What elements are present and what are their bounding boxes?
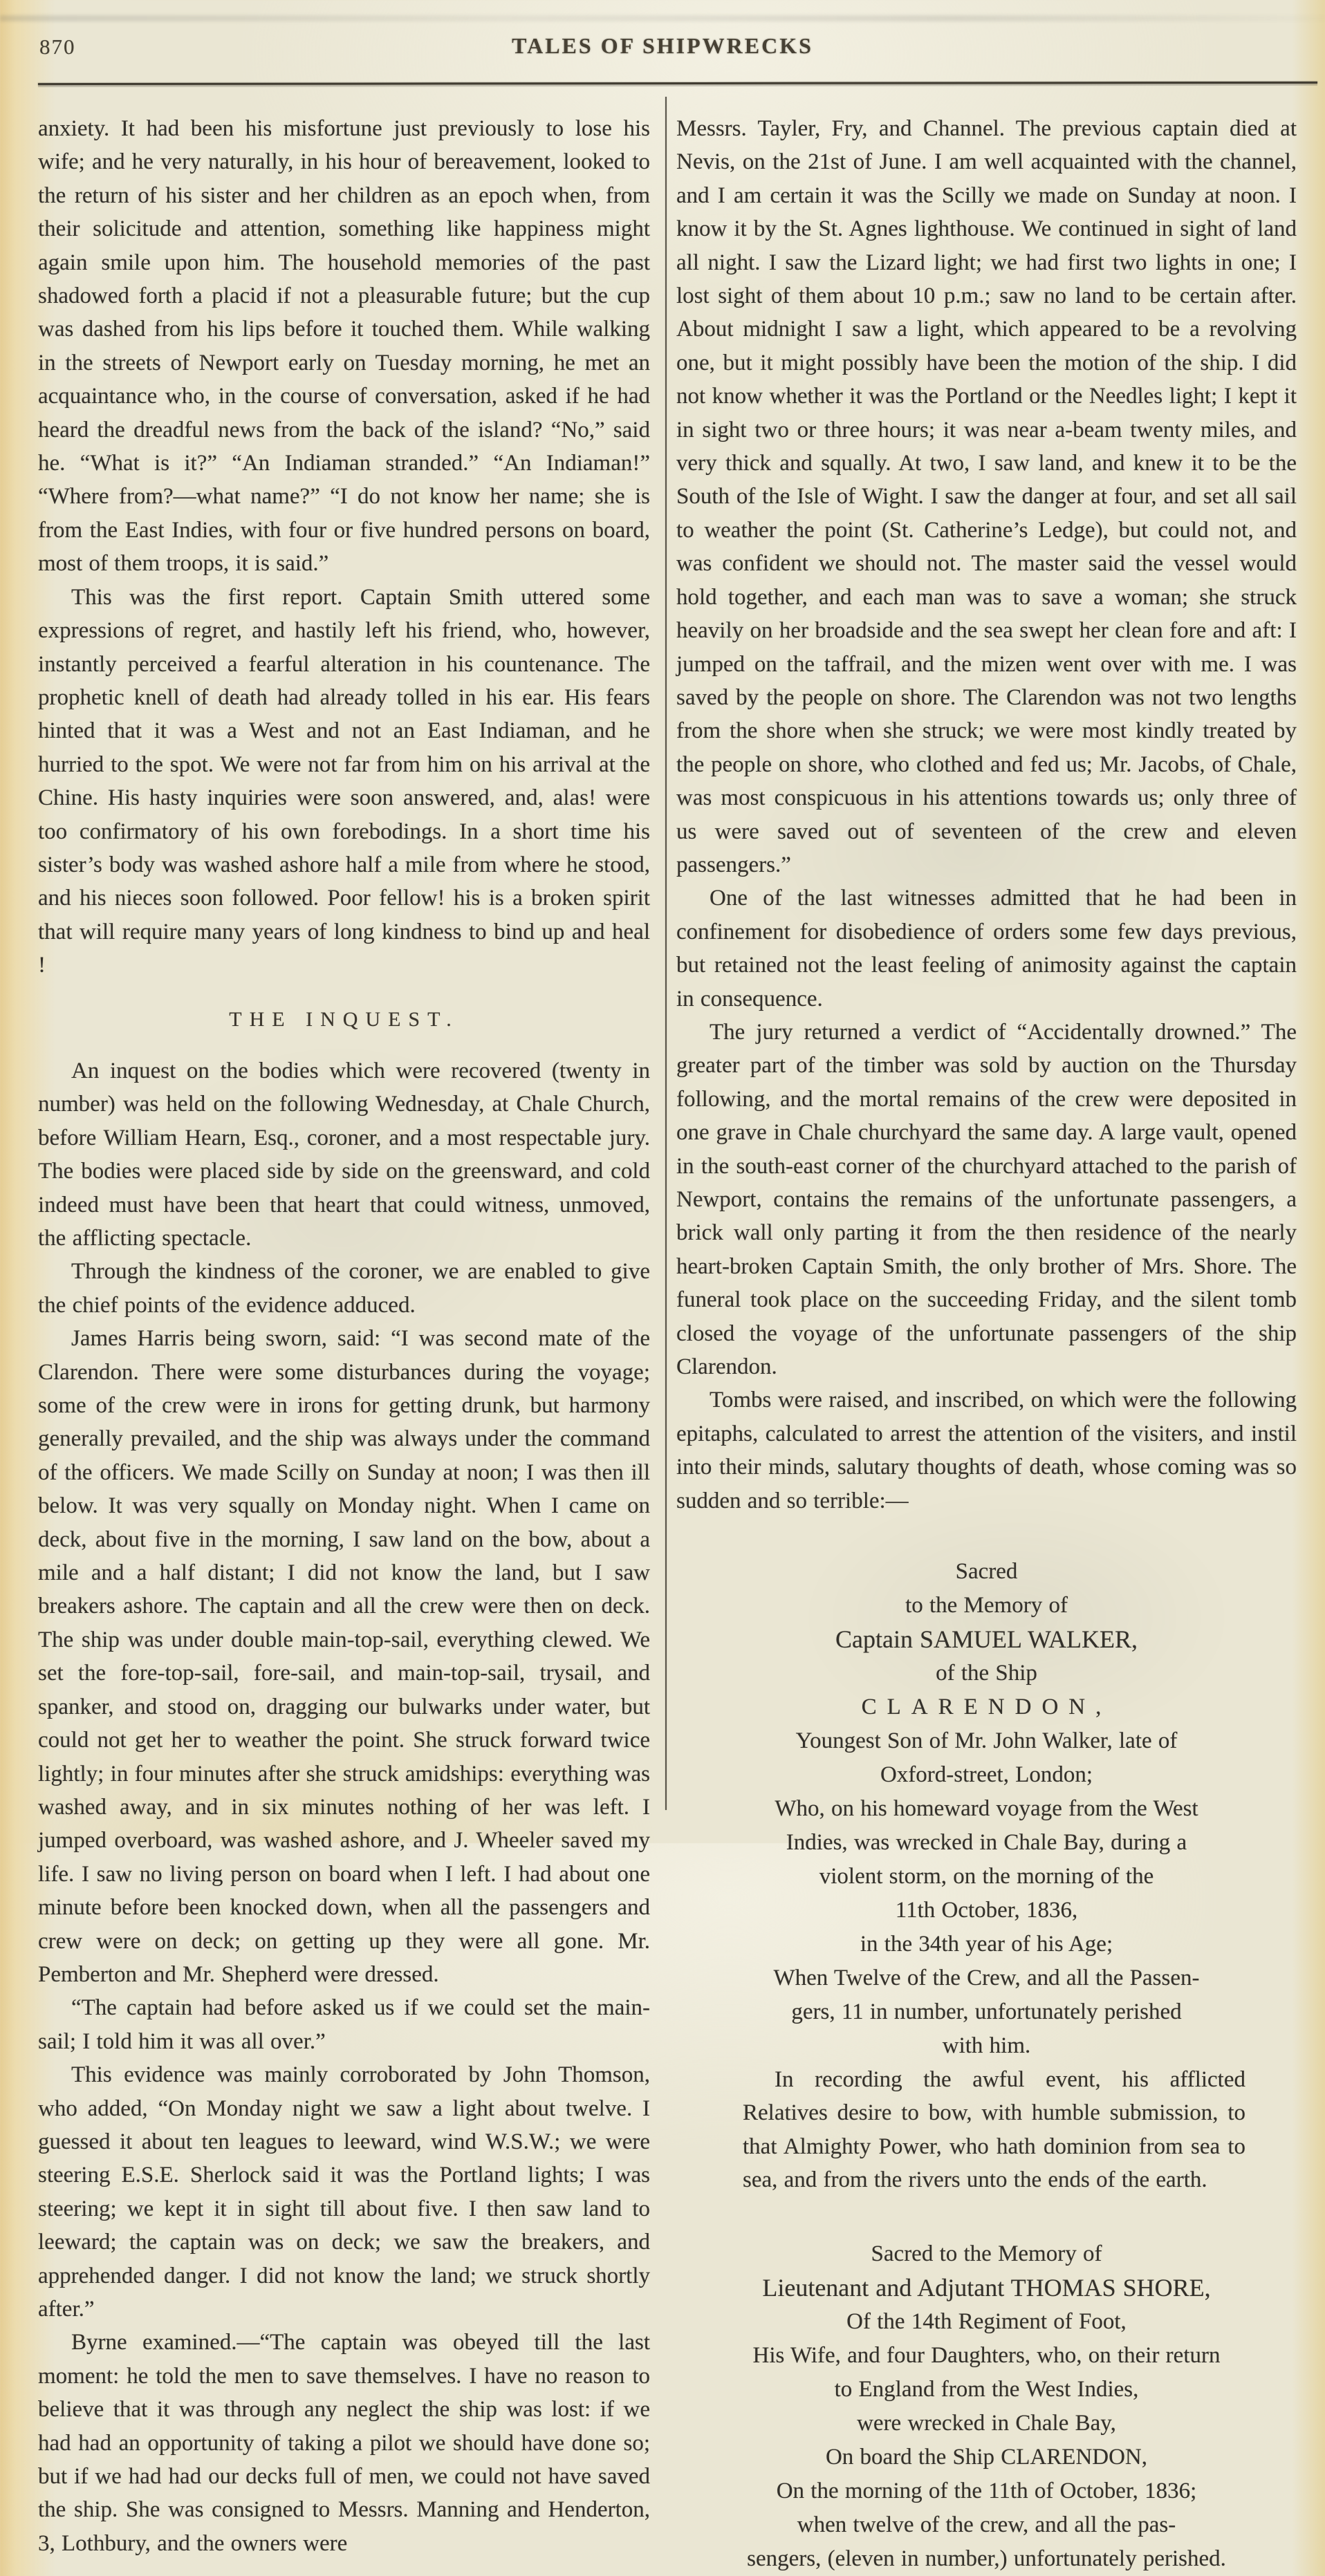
epitaph-line: Captain SAMUEL WALKER, (835, 1625, 1138, 1654)
epitaph-line: to England from the West Indies, (834, 2376, 1139, 2402)
epitaph-line: to the Memory of (905, 1593, 1068, 1618)
epitaph-line: His Wife, and four Daughters, who, on their return (752, 2342, 1221, 2368)
paragraph: Tombs were raised, and inscribed, on which were the following epitaphs, calculated to arrest the attention of the visiters, and instil into their minds, salutary thoughts of death, whose coming was so sudden and so terrible:— (676, 1388, 1297, 1513)
epitaph-line: Lieutenant and Adjutant THOMAS SHORE, (762, 2273, 1211, 2302)
paragraph: One of the last witnesses admitted that he had been in confinement for disobedience of orders some few days previous, but retained not the least feeling of animosity against the captain in consequence. (676, 886, 1297, 1011)
epitaph-line: 11th October, 1836, (895, 1898, 1078, 1923)
left-text-column (38, 112, 650, 2560)
paragraph: An inquest on the bodies which were recovered (twenty in number) was held on the following Wednesday, at Chale Church, before William Hearn, Esq., coroner, and a most respectable jury. The bodies were placed side by side on the greensward, and cold indeed must have been that heart that could witness, unmoved, the afflicting spectacle. (38, 1058, 650, 1251)
epitaph-line: Youngest Son of Mr. John Walker, late of (795, 1728, 1178, 1754)
epitaph-line: Oxford-street, London; (880, 1762, 1093, 1788)
epitaph-line: of the Ship (936, 1661, 1037, 1686)
paragraph: “The captain had before asked us if we could set the main-sail; I told him it was all over.” (38, 1995, 650, 2054)
right-text-column (676, 112, 1297, 2576)
scan-artifact-streak (0, 15, 1325, 21)
epitaph-line: Of the 14th Regiment of Foot, (846, 2308, 1127, 2334)
paragraph: Messrs. Tayler, Fry, and Channel. The previous captain died at Nevis, on the 21st of June. I am well acquainted with the channel, and I am certain it was the Scilly we made on Sunday at noon. I know it by the St. Agnes lighthouse. We continued in sight of land all night. I saw the Lizard light; we had first two lights in one; I lost sight of them about 10 p.m.; saw no land to be certain after. About midnight I saw a light, which appeared to be a revolving one, but it might possibly have been the motion of the ship. I did not know whether it was the Portland or the Needles light; I kept it in sight two or three hours; it was near a-beam twenty miles, and very thick and squally. At two, I saw land, and knew it to be the South of the Isle of Wight. I saw the danger at four, and set all sail to weather the point (St. Catherine’s Ledge), but could not, and was confident we should not. The master said the vessel would hold together, and each man was to save a woman; she struck heavily on her broadside and the sea swept her clean fore and aft: I jumped on the taffrail, and the mizen went over with me. I was saved by the people on shore. The Clarendon was not two lengths from the shore when she struck; we were most kindly treated by the people on shore, who clothed and fed us; Mr. Jacobs, of Chale, was most conspicuous in his attentions towards us; only three of us were saved out of seventeen of the crew and eleven passengers.” (676, 116, 1297, 877)
epitaph-line: Sacred to the Memory of (871, 2241, 1102, 2266)
epitaph-line: gers, 11 in number, unfortunately perished (791, 1999, 1182, 2025)
epitaph-para: In recording the awful event, his afflicted Relatives desire to bow, with humble submission, to that Almighty Power, who hath dominion from sea to sea, and from the rivers unto the ends of the earth. (743, 2067, 1245, 2193)
epitaph-line: when twelve of the crew, and all the pas- (797, 2512, 1176, 2537)
paragraph: This was the first report. Captain Smith uttered some expressions of regret, and hastily left his friend, who, however, instantly perceived a fearful alteration in his countenance. The prophetic knell of death had already tolled in his ear. His fears hinted that it was a West and not an East Indiaman, and he hurried to the spot. We were not far from him on his arrival at the Chine. His hasty inquiries were soon answered, and, alas! were too confirmatory of his own forebodings. In a short time his sister’s body was washed ashore half a mile from where he stood, and his nieces soon followed. Poor fellow! his is a broken spirit that will require many years of long kindness to bind up and heal ! (38, 584, 650, 978)
paragraph: The jury returned a verdict of “Accidentally drowned.” The greater part of the timber was sold by auction on the Thursday following, and the mortal remains of the crew were deposited in one grave in Chale churchyard the same day. A large vault, opened in the south-east corner of the churchyard attached to the parish of Newport, contains the remains of the unfortunate passengers, a brick wall only parting it from the then residence of the nearly heart-broken Captain Smith, the only brother of Mrs. Shore. The funeral took place on the succeeding Friday, and the silent tomb closed the voyage of the unfortunate passengers of the ship Clarendon. (676, 1019, 1297, 1380)
header-rule (38, 82, 1317, 85)
epitaph-line: with him. (942, 2033, 1031, 2059)
epitaph-line: in the 34th year of his Age; (860, 1932, 1113, 1957)
epitaph-line: were wrecked in Chale Bay, (857, 2410, 1116, 2436)
paragraph: This evidence was mainly corroborated by John Thomson, who added, “On Monday night we saw a light about twelve. I guessed it about ten leagues to leeward, wind W.S.W.; we were steering E.S.E. Sherlock said it was the Portland lights; I was steering; we kept it in sight till about five. I then saw land to leeward; the captain was on deck; we saw the breakers, and apprehended danger. I did not know the land; we struck shortly after.” (38, 2062, 650, 2322)
epitaph (676, 2237, 1297, 2576)
epitaph-line: violent storm, on the morning of the (819, 1864, 1154, 1889)
epitaph-line: Indies, was wrecked in Chale Bay, during a (786, 1830, 1187, 1856)
section-heading: THE INQUEST. (229, 1007, 459, 1031)
epitaph-line: Sacred (955, 1559, 1018, 1585)
epitaph-line: On the morning of the 11th of October, 1836; (776, 2478, 1197, 2503)
epitaph-line: When Twelve of the Crew, and all the Passen- (773, 1966, 1200, 1991)
epitaph-line: On board the Ship CLARENDON, (825, 2444, 1148, 2470)
epitaph (676, 1555, 1297, 2063)
paragraph: Through the kindness of the coroner, we are enabled to give the chief points of the evidence adduced. (38, 1259, 650, 1318)
epitaph-line: Who, on his homeward voyage from the West (775, 1796, 1198, 1822)
page-number: 870 (39, 35, 76, 59)
epitaph-line: CLARENDON, (861, 1695, 1112, 1720)
epitaph-line: sengers, (eleven in number,) unfortunately perished. (747, 2546, 1226, 2571)
column-divider-rule (665, 97, 667, 1810)
paragraph: James Harris being sworn, said: “I was second mate of the Clarendon. There were some disturbances during the voyage; some of the crew were in irons for getting drunk, but harmony generally prevailed, and the ship was always under the command of the officers. We made Scilly on Sunday at noon; I was then ill below. It was very squally on Monday night. When I came on deck, about five in the morning, I saw land on the bow, about a mile and a half distant; I did not know the land, but I saw breakers ashore. The captain and all the crew were then on deck. The ship was under double main-top-sail, everything clewed. We set the fore-top-sail, fore-sail, and main-top-sail, trysail, and spanker, and stood on, dragging our bulwarks under water, but could not get her to weather the point. She struck forward twice lightly; in four minutes after she struck amidships: everything was washed away, and in six minutes nothing of her was left. I jumped overboard, was washed ashore, and J. Wheeler saved my life. I saw no living person on board when I left. I had about one minute before been knocked down, when all the passengers and crew were on deck; on getting up they were all gone. Mr. Pemberton and Mr. Shepherd were dressed. (38, 1326, 650, 1987)
page-title: TALES OF SHIPWRECKS (512, 33, 813, 58)
paragraph: anxiety. It had been his misfortune just previously to lose his wife; and he very naturally, in his hour of bereavement, looked to the return of his sister and her children as an epoch when, from their solicitude and attention, something like happiness might again smile upon him. The household memories of the past shadowed forth a placid if not a pleasurable future; but the cup was dashed from his lips before it touched them. While walking in the streets of Newport early on Tuesday morning, he met an acquaintance who, in the course of conversation, asked if he had heard the dreadful news from the back of the island? “No,” said he. “What is it?” “An Indiaman stranded.” “An Indiaman!” “Where from?—what name?” “I do not know her name; she is from the East Indies, with four or five hundred persons on board, most of them troops, it is said.” (38, 116, 650, 577)
paragraph: Byrne examined.—“The captain was obeyed till the last moment: he told the men to save themselves. I have no reason to believe that it was through any neglect the ship was lost: if we had had an opportunity of taking a pilot we should have done so; but if we had had our decks full of men, we could not have saved the ship. She was consigned to Messrs. Manning and Henderton, 3, Lothbury, and the owners were (38, 2330, 650, 2556)
